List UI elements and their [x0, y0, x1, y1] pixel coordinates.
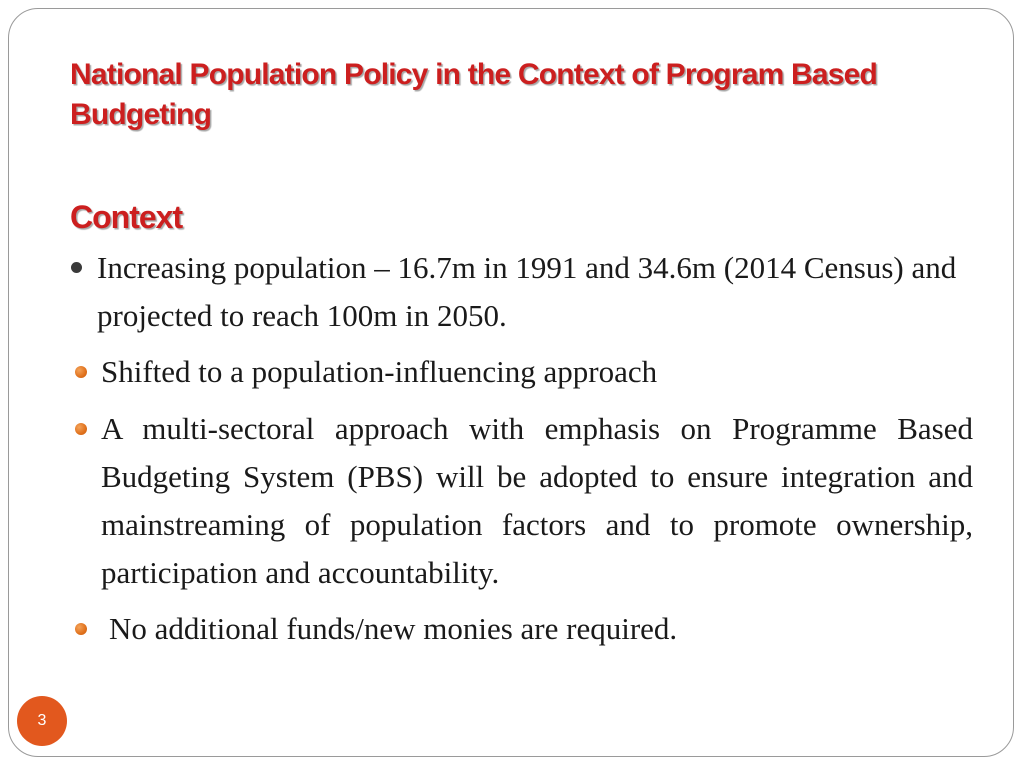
bullet-item: [101, 348, 981, 396]
section-heading: Context: [70, 199, 183, 235]
bullet-text: No additional funds/new monies are required.: [109, 611, 678, 646]
slide-title: National Population Policy in the Context of Program Based Budgeting: [70, 58, 878, 131]
bullet-item: [109, 605, 969, 653]
bullet-item: [97, 244, 977, 340]
bullet-dot-icon: [71, 262, 82, 273]
bullet-text: Shifted to a population-influencing approach: [101, 354, 658, 389]
bullet-dot-icon: [75, 623, 87, 635]
page-number-badge: 3: [17, 696, 67, 746]
bullet-dot-icon: [75, 366, 87, 378]
bullet-text: Increasing population – 16.7m in 1991 and 34.6m (2014 Census) and projected to reach 100m in 2050.: [97, 250, 957, 333]
bullet-dot-icon: [75, 423, 87, 435]
bullet-text: A multi-sectoral approach with emphasis on Programme Based Budgeting System (PBS) will be adopted to ensure integration and mainstreaming of population factors and to promote ownership, participation and accountability.: [101, 411, 973, 590]
slide-frame: [8, 8, 1014, 757]
bullet-item: [101, 405, 973, 597]
